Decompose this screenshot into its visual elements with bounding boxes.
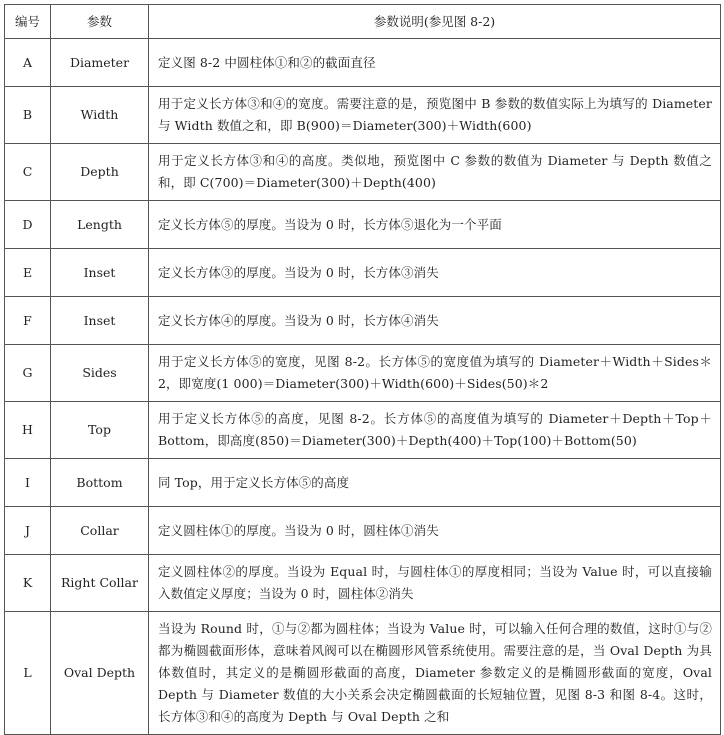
row-param: Sides — [51, 345, 149, 402]
row-desc: 用于定义长方体⑤的高度，见图 8-2。长方体⑤的高度值为填写的 Diameter＋Depth＋Top＋Bottom，即高度(850)＝Diameter(300)＋Depth(400)＋Top(100)＋Bottom(50) — [149, 402, 721, 459]
row-code: J — [5, 507, 51, 555]
row-code: D — [5, 201, 51, 249]
row-code: I — [5, 459, 51, 507]
table-row — [5, 507, 721, 555]
table-row — [5, 201, 721, 249]
row-code: L — [5, 612, 51, 735]
table-row — [5, 39, 721, 87]
row-desc: 同 Top，用于定义长方体⑤的高度 — [149, 459, 721, 507]
table-row — [5, 87, 721, 144]
row-desc: 定义圆柱体①的厚度。当设为 0 时，圆柱体①消失 — [149, 507, 721, 555]
row-param: Depth — [51, 144, 149, 201]
table-row — [5, 297, 721, 345]
table-row — [5, 459, 721, 507]
row-desc: 用于定义长方体③和④的宽度。需要注意的是，预览图中 B 参数的数值实际上为填写的 Diameter 与 Width 数值之和，即 B(900)＝Diameter(300)＋Width(600) — [149, 87, 721, 144]
header-code: 编号 — [5, 5, 51, 39]
parameter-table-container — [4, 4, 720, 735]
header-desc: 参数说明(参见图 8-2) — [149, 5, 721, 39]
row-desc: 定义图 8-2 中圆柱体①和②的截面直径 — [149, 39, 721, 87]
table-row — [5, 345, 721, 402]
row-desc: 用于定义长方体③和④的高度。类似地，预览图中 C 参数的数值为 Diameter 与 Depth 数值之和，即 C(700)＝Diameter(300)＋Depth(400) — [149, 144, 721, 201]
row-code: C — [5, 144, 51, 201]
table-row — [5, 612, 721, 735]
row-desc: 用于定义长方体⑤的宽度，见图 8-2。长方体⑤的宽度值为填写的 Diameter＋Width＋Sides＊2，即宽度(1 000)＝Diameter(300)＋Width(600)＋Sides(50)＊2 — [149, 345, 721, 402]
row-param: Bottom — [51, 459, 149, 507]
row-param: Width — [51, 87, 149, 144]
row-desc: 定义长方体③的厚度。当设为 0 时，长方体③消失 — [149, 249, 721, 297]
row-param: Inset — [51, 297, 149, 345]
row-param: Top — [51, 402, 149, 459]
table-header-row — [5, 5, 721, 39]
row-param: Oval Depth — [51, 612, 149, 735]
row-code: B — [5, 87, 51, 144]
table-row — [5, 144, 721, 201]
row-param: Right Collar — [51, 555, 149, 612]
row-desc: 定义长方体⑤的厚度。当设为 0 时，长方体⑤退化为一个平面 — [149, 201, 721, 249]
row-desc: 定义长方体④的厚度。当设为 0 时，长方体④消失 — [149, 297, 721, 345]
row-code: K — [5, 555, 51, 612]
row-param: Diameter — [51, 39, 149, 87]
row-code: F — [5, 297, 51, 345]
row-code: A — [5, 39, 51, 87]
row-desc: 当设为 Round 时，①与②都为圆柱体；当设为 Value 时，可以输入任何合理的数值，这时①与②都为椭圆截面形体，意味着风阀可以在椭圆形风管系统使用。需要注意的是，当 Oval Depth 为具体数值时，其定义的是椭圆形截面的高度，Diameter 参数定义的是椭圆形截面的宽度，Oval Depth 与 Diameter 数值的大小关系会决定椭圆截面的长短轴位置，见图 8-3 和图 8-4。这时，长方体③和④的高度为 Depth 与 Oval Depth 之和 — [149, 612, 721, 735]
table-row — [5, 555, 721, 612]
row-code: E — [5, 249, 51, 297]
table-row — [5, 402, 721, 459]
parameter-table — [4, 4, 721, 735]
row-param: Inset — [51, 249, 149, 297]
row-param: Length — [51, 201, 149, 249]
row-code: H — [5, 402, 51, 459]
row-param: Collar — [51, 507, 149, 555]
header-param: 参数 — [51, 5, 149, 39]
row-desc: 定义圆柱体②的厚度。当设为 Equal 时，与圆柱体①的厚度相同；当设为 Value 时，可以直接输入数值定义厚度；当设为 0 时，圆柱体②消失 — [149, 555, 721, 612]
row-code: G — [5, 345, 51, 402]
table-row — [5, 249, 721, 297]
